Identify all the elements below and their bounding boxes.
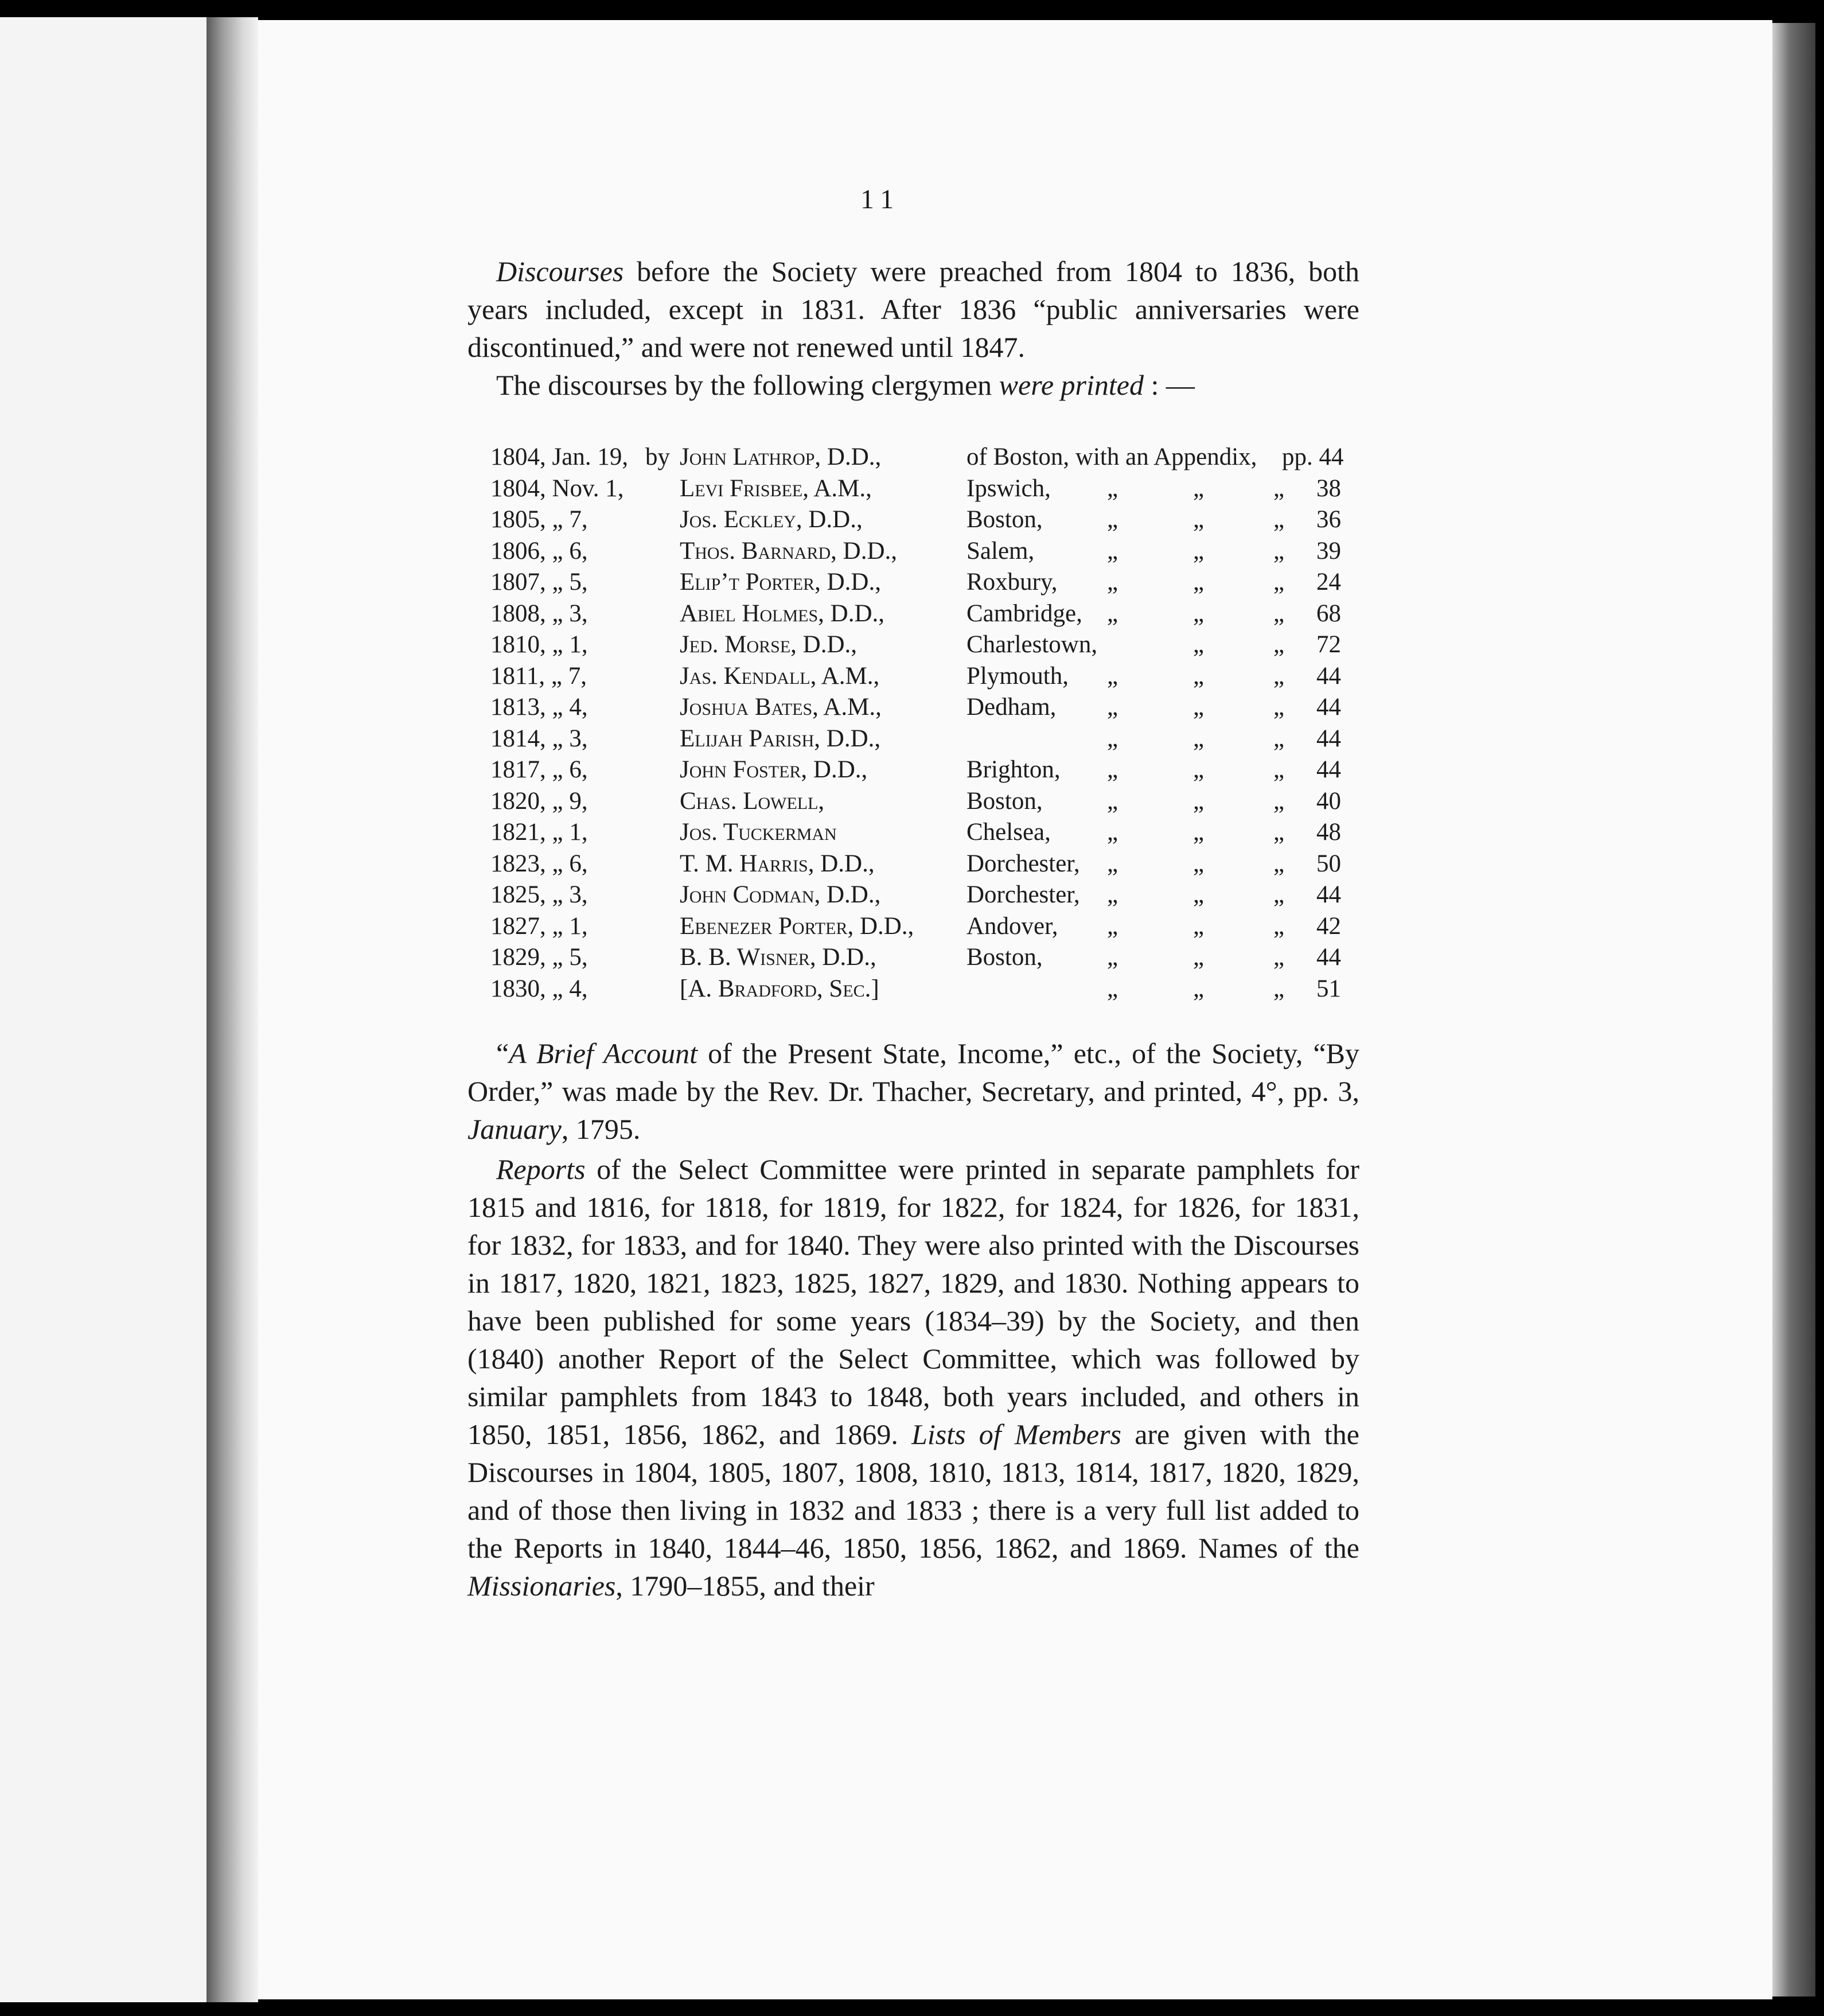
table-cell-date: 1830, „ 4, <box>490 975 588 1002</box>
table-cell-name: Ebenezer Porter, D.D., <box>680 912 914 940</box>
table-row <box>490 598 1357 630</box>
table-row <box>490 879 1357 911</box>
paragraph-discourses <box>467 252 1359 366</box>
table-cell-pages: 44 <box>1316 694 1341 721</box>
table-cell-ditto: „ <box>1273 600 1285 627</box>
table-cell-place: Dedham, <box>966 694 1057 721</box>
table-row <box>490 473 1357 505</box>
table-cell-name: T. M. Harris, D.D., <box>680 850 875 877</box>
table-cell-place: Chelsea, <box>966 819 1051 846</box>
table-row <box>490 942 1357 974</box>
table-cell-ditto: „ <box>1273 537 1285 565</box>
table-cell-ditto: „ <box>1273 756 1285 783</box>
table-cell-date: 1806, „ 6, <box>490 537 588 565</box>
table-cell-pages: 44 <box>1316 881 1341 908</box>
table-row <box>490 849 1357 880</box>
table-cell-ditto: „ <box>1107 662 1118 690</box>
table-cell-name: Jos. Eckley, D.D., <box>680 506 863 533</box>
table-cell-place: Charlestown, <box>966 631 1098 658</box>
book-gutter <box>206 17 258 2002</box>
table-cell-ditto: „ <box>1107 506 1118 533</box>
table-cell-name: John Foster, D.D., <box>680 756 868 783</box>
table-cell-date: 1811, „ 7, <box>490 662 587 690</box>
table-cell-ditto: „ <box>1107 600 1118 627</box>
table-cell-place: Dorchester, <box>966 881 1080 908</box>
paragraph-printed-intro <box>467 366 1359 404</box>
table-cell-ditto: „ <box>1273 474 1285 502</box>
table-cell-place: of Boston, with an Appendix, <box>966 443 1257 470</box>
table-cell-place: Plymouth, <box>966 662 1069 690</box>
table-row <box>490 817 1357 849</box>
table-cell-pages: 44 <box>1316 944 1341 971</box>
paragraph-reports <box>467 1150 1359 1605</box>
table-cell-ditto: „ <box>1107 944 1118 971</box>
table-cell-date: 1813, „ 4, <box>490 694 588 721</box>
table-cell-date: 1825, „ 3, <box>490 881 588 908</box>
table-cell-ditto: „ <box>1273 694 1285 721</box>
table-cell-ditto: „ <box>1273 881 1285 908</box>
table-cell-ditto: „ <box>1193 662 1205 690</box>
table-row <box>490 723 1357 755</box>
table-cell-ditto: „ <box>1193 694 1205 721</box>
table-cell-place: Andover, <box>966 912 1058 940</box>
paragraph-tail: : — <box>1143 369 1195 401</box>
table-cell-date: 1808, „ 3, <box>490 600 588 627</box>
table-row <box>490 536 1357 567</box>
table-cell-ditto: „ <box>1107 725 1118 752</box>
table-cell-date: 1820, „ 9, <box>490 787 588 815</box>
table-cell-ditto: „ <box>1273 912 1285 940</box>
table-cell-name: B. B. Wisner, D.D., <box>680 944 876 971</box>
table-cell-ditto: „ <box>1193 912 1205 940</box>
table-cell-pages: 48 <box>1316 819 1341 846</box>
table-cell-date: 1810, „ 1, <box>490 631 588 658</box>
table-cell-ditto: „ <box>1193 850 1205 877</box>
paragraph-text: The discourses by the following clergymen <box>496 369 999 401</box>
table-cell-ditto: „ <box>1107 850 1118 877</box>
table-cell-name: [A. Bradford, Sec.] <box>680 975 879 1002</box>
table-cell-ditto: „ <box>1273 787 1285 815</box>
table-cell-name: Abiel Holmes, D.D., <box>680 600 885 627</box>
table-cell-ditto: „ <box>1273 662 1285 690</box>
table-cell-pages: 51 <box>1316 975 1341 1002</box>
table-cell-pages: 44 <box>1316 725 1341 752</box>
paragraph-emphasis: Reports <box>496 1153 586 1185</box>
table-cell-ditto: „ <box>1193 819 1205 846</box>
table-cell-name: Jas. Kendall, A.M., <box>680 662 880 690</box>
table-cell-place: Ipswich, <box>966 474 1051 502</box>
table-cell-ditto: „ <box>1273 819 1285 846</box>
table-cell-ditto: „ <box>1107 975 1118 1002</box>
paragraph-emphasis: Missionaries <box>467 1570 616 1602</box>
table-cell-date: 1804, Nov. 1, <box>490 474 624 502</box>
table-cell-date: 1823, „ 6, <box>490 850 588 877</box>
table-cell-ditto: „ <box>1273 725 1285 752</box>
table-cell-place: Boston, <box>966 506 1043 533</box>
table-cell-ditto: „ <box>1193 756 1205 783</box>
paragraph-emphasis: January <box>467 1113 562 1145</box>
table-cell-by: by <box>645 443 670 470</box>
table-cell-place: Brighton, <box>966 756 1061 783</box>
table-cell-name: Elip’t Porter, D.D., <box>680 569 881 596</box>
table-cell-ditto: „ <box>1193 506 1205 533</box>
table-cell-place: Salem, <box>966 537 1035 565</box>
table-cell-date: 1814, „ 3, <box>490 725 588 752</box>
table-cell-ditto: „ <box>1193 631 1205 658</box>
table-cell-name: Chas. Lowell, <box>680 787 825 815</box>
table-row <box>490 629 1357 661</box>
table-row <box>490 911 1357 943</box>
paragraph-emphasis: A Brief Account <box>509 1037 697 1069</box>
table-cell-name: Thos. Barnard, D.D., <box>680 537 897 565</box>
discourses-table <box>490 442 1357 1005</box>
table-cell-date: 1821, „ 1, <box>490 819 588 846</box>
table-cell-pages: 39 <box>1316 537 1341 565</box>
table-cell-name: John Codman, D.D., <box>680 881 881 908</box>
table-cell-ditto: „ <box>1107 787 1118 815</box>
table-cell-date: 1817, „ 6, <box>490 756 588 783</box>
table-cell-ditto: „ <box>1193 474 1205 502</box>
table-cell-date: 1804, Jan. 19, <box>490 443 629 470</box>
table-cell-pages: 36 <box>1316 506 1341 533</box>
table-cell-ditto: „ <box>1107 569 1118 596</box>
table-cell-place: Boston, <box>966 787 1043 815</box>
table-cell-pages: pp. 44 <box>1282 443 1344 470</box>
table-cell-pages: 50 <box>1316 850 1341 877</box>
table-cell-date: 1827, „ 1, <box>490 912 588 940</box>
table-cell-ditto: „ <box>1193 881 1205 908</box>
paragraph-text: , 1795. <box>561 1113 641 1145</box>
table-cell-place: Roxbury, <box>966 569 1058 596</box>
table-row <box>490 567 1357 598</box>
table-cell-ditto: „ <box>1273 631 1285 658</box>
table-cell-date: 1829, „ 5, <box>490 944 588 971</box>
table-body <box>490 473 1357 1005</box>
table-cell-ditto: „ <box>1107 537 1118 565</box>
table-row <box>490 692 1357 723</box>
table-cell-ditto: „ <box>1193 600 1205 627</box>
paragraph-text: of the Present State, Income,” etc., of the Society, “By Order,” was made by the Rev. Dr. Thacher, Secretary, and printed, 4°, pp. 3, <box>467 1037 1359 1107</box>
table-cell-name: Jed. Morse, D.D., <box>680 631 857 658</box>
table-cell-pages: 68 <box>1316 600 1341 627</box>
page-edge-right <box>1772 23 1815 1996</box>
table-row <box>490 754 1357 786</box>
table-row <box>490 974 1357 1005</box>
table-cell-pages: 44 <box>1316 756 1341 783</box>
paragraph-text: , 1790–1855, and their <box>615 1570 875 1602</box>
table-cell-ditto: „ <box>1107 819 1118 846</box>
table-row <box>490 661 1357 692</box>
table-cell-date: 1807, „ 5, <box>490 569 588 596</box>
table-cell-name: John Lathrop, D.D., <box>680 443 882 470</box>
table-cell-ditto: „ <box>1107 912 1118 940</box>
page-number: 11 <box>860 184 901 215</box>
paragraph-text: of the Select Committee were printed in separate pamphlets for 1815 and 1816, for 1818, for 1819, for 1822, for 1824, for 1826, for 1831, for 1832, for 1833, and for 1840. They were also printed with the Discourses in 1817, 1820, 1821, 1823, 1825, 1827, 1829, and 1830. Nothing appears to have been published for some years (1834–39) by the Society, and then (1840) another Report of the Select Committee, which was followed by similar pamphlets from 1843 to 1848, both years included, and others in 1850, 1851, 1856, 1862, and 1869. <box>467 1153 1359 1450</box>
table-cell-name: Levi Frisbee, A.M., <box>680 474 872 502</box>
table-cell-name: Joshua Bates, A.M., <box>680 694 882 721</box>
paragraph-emphasis: Lists of Members <box>911 1418 1121 1450</box>
paragraph-text: are given with the Discourses in 1804, 1805, 1807, 1808, 1810, 1813, 1814, 1817, 1820, 1829, and of those then living in 1832 and 1833 ; there is a very full list added to the Reports in 1840, 1844–46, 1850, 1856, 1862, and 1869. Names of the <box>467 1418 1359 1564</box>
paragraph-brief-account <box>467 1034 1359 1148</box>
table-cell-pages: 24 <box>1316 569 1341 596</box>
table-cell-ditto: „ <box>1193 725 1205 752</box>
table-cell-date: 1805, „ 7, <box>490 506 588 533</box>
table-cell-pages: 40 <box>1316 787 1341 815</box>
table-cell-ditto: „ <box>1107 881 1118 908</box>
table-cell-place: Boston, <box>966 944 1043 971</box>
table-cell-name: Jos. Tuckerman <box>680 819 837 846</box>
table-cell-pages: 38 <box>1316 474 1341 502</box>
quote-mark: “ <box>496 1037 509 1069</box>
table-cell-place: Dorchester, <box>966 850 1080 877</box>
paragraph-emphasis: Discourses <box>496 255 624 287</box>
table-cell-ditto: „ <box>1193 537 1205 565</box>
table-cell-ditto: „ <box>1273 975 1285 1002</box>
table-cell-pages: 44 <box>1316 662 1341 690</box>
table-row <box>490 786 1357 818</box>
facing-page-edge <box>0 17 206 2002</box>
table-cell-ditto: „ <box>1193 569 1205 596</box>
table-cell-place: Cambridge, <box>966 600 1082 627</box>
table-row <box>490 504 1357 536</box>
table-header-row <box>490 442 1357 473</box>
table-cell-pages: 72 <box>1316 631 1341 658</box>
table-cell-ditto: „ <box>1273 569 1285 596</box>
paragraph-text: before the Society were preached from 1804 to 1836, both years included, except in 1831. After 1836 “public anniversaries were discontinued,” and were not renewed until 1847. <box>467 255 1359 363</box>
table-cell-ditto: „ <box>1193 975 1205 1002</box>
table-cell-pages: 42 <box>1316 912 1341 940</box>
paragraph-emphasis: were printed <box>999 369 1144 401</box>
table-cell-ditto: „ <box>1107 756 1118 783</box>
table-cell-ditto: „ <box>1273 506 1285 533</box>
table-cell-ditto: „ <box>1107 474 1118 502</box>
table-cell-ditto: „ <box>1193 787 1205 815</box>
table-cell-ditto: „ <box>1273 944 1285 971</box>
table-cell-ditto: „ <box>1273 850 1285 877</box>
table-cell-ditto: „ <box>1193 944 1205 971</box>
table-cell-ditto: „ <box>1107 694 1118 721</box>
table-cell-name: Elijah Parish, D.D., <box>680 725 881 752</box>
